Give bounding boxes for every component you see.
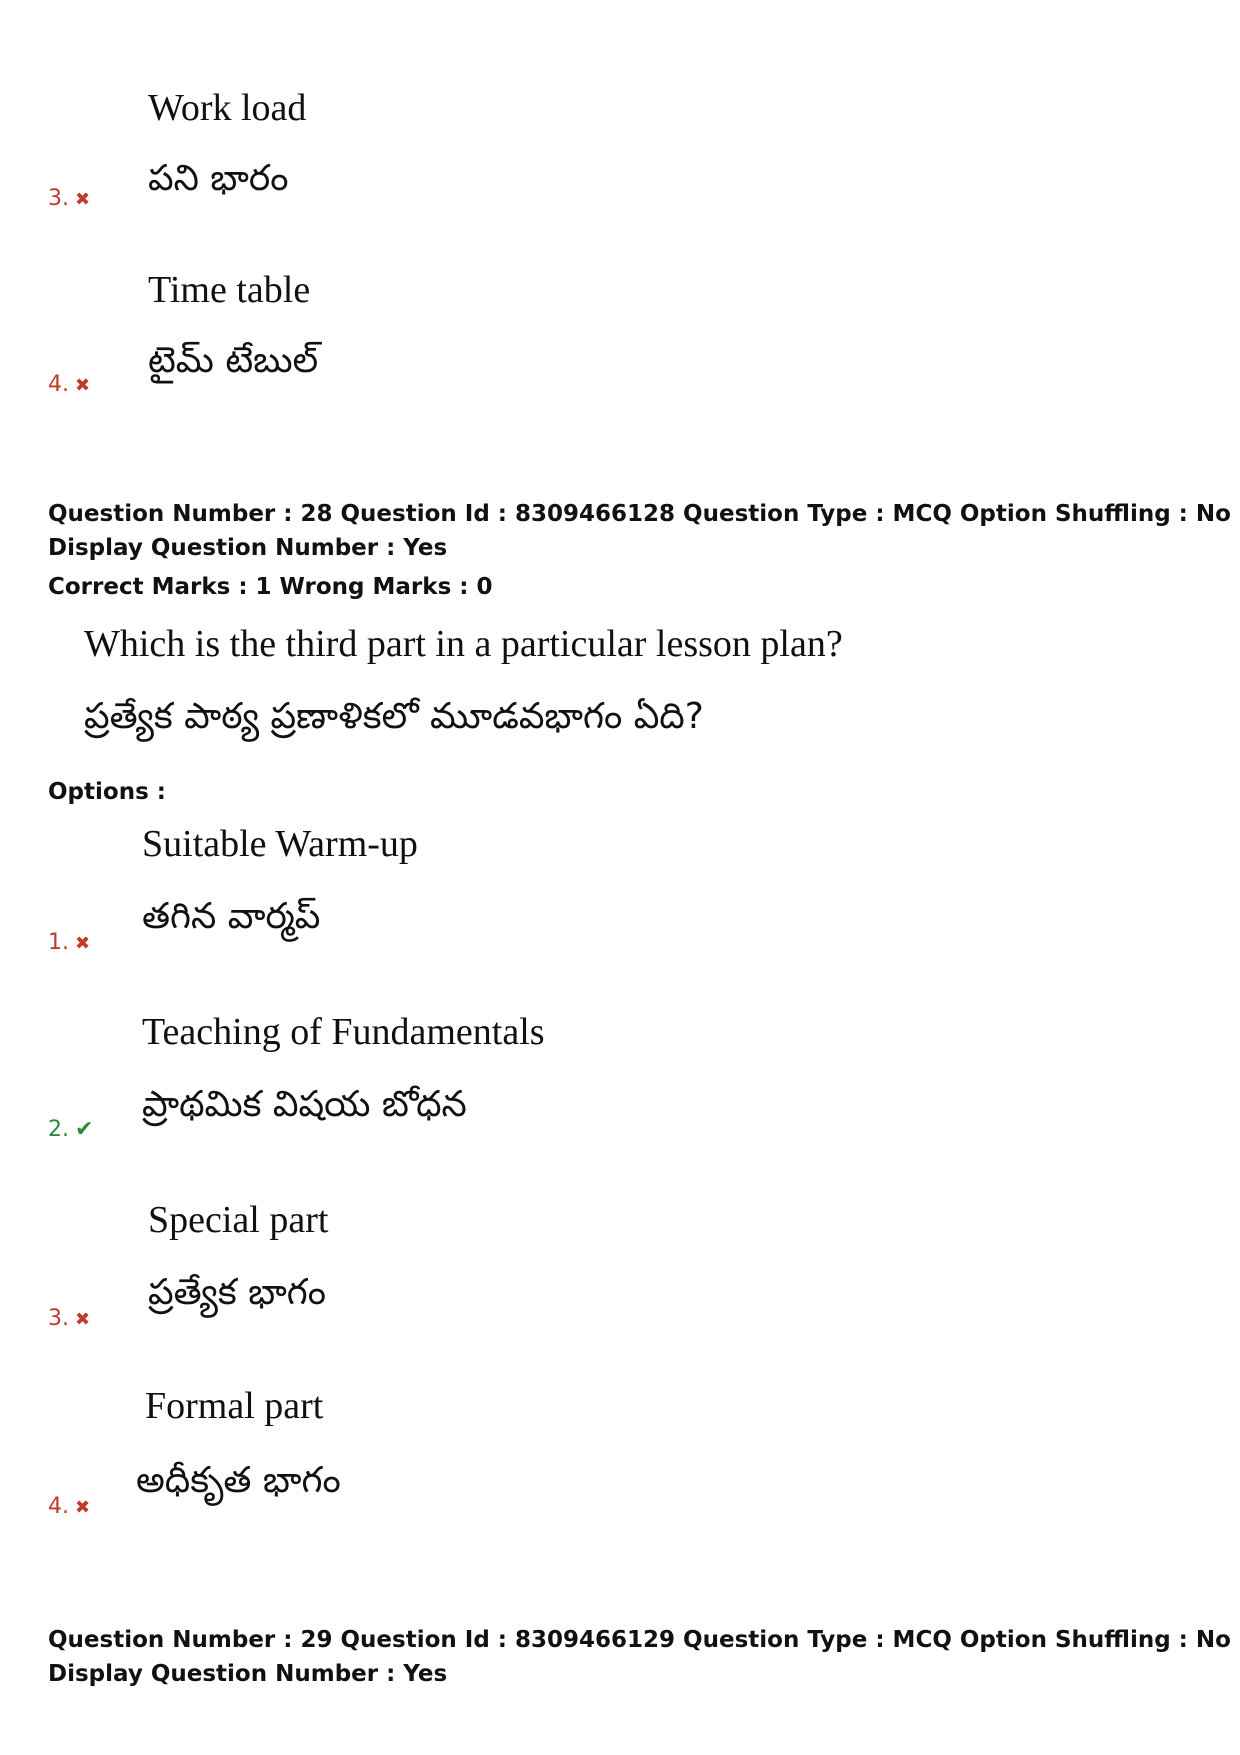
option-4-number	[48, 1494, 90, 1519]
option-4-telugu: అధీకృత భాగం	[136, 1460, 341, 1501]
option-1-number	[48, 930, 90, 955]
question-28-marks: Correct Marks : 1 Wrong Marks : 0	[48, 574, 493, 600]
option-4-english: Formal part	[145, 1385, 324, 1427]
prev-option-4-telugu: టైమ్ టేబుల్	[148, 340, 319, 381]
prev-option-3-telugu: పని భారం	[148, 158, 289, 199]
question-28-header	[48, 497, 1231, 565]
option-number: 2.	[48, 1117, 69, 1142]
option-3-number	[48, 1306, 90, 1331]
check-icon: ✔	[75, 1117, 94, 1142]
option-2-telugu: ప్రాథమిక విషయ బోధన	[142, 1084, 467, 1125]
option-number: 3.	[48, 1306, 69, 1331]
option-number: 3.	[48, 186, 69, 211]
question-28-header-line2: Display Question Number : Yes	[48, 535, 448, 561]
cross-icon: ✖	[75, 1309, 91, 1330]
option-number: 4.	[48, 1494, 69, 1519]
question-28-text-english: Which is the third part in a particular lesson plan?	[84, 623, 843, 665]
cross-icon: ✖	[75, 933, 91, 954]
question-29-header-line2: Display Question Number : Yes	[48, 1661, 448, 1687]
cross-icon: ✖	[75, 375, 91, 396]
question-28-header-line1: Question Number : 28 Question Id : 8309466128 Question Type : MCQ Option Shuffling : No	[48, 501, 1231, 527]
option-3-english: Special part	[148, 1199, 329, 1241]
option-2-number	[48, 1117, 93, 1142]
option-2-english: Teaching of Fundamentals	[142, 1011, 545, 1053]
question-28-text-telugu: ప్రత్యేక పాఠ్య ప్రణాళికలో మూడవభాగం ఏది?	[84, 696, 704, 737]
options-label: Options :	[48, 779, 166, 805]
question-29-header-line1: Question Number : 29 Question Id : 8309466129 Question Type : MCQ Option Shuffling : No	[48, 1627, 1231, 1653]
prev-option-3-english: Work load	[148, 87, 307, 129]
option-number: 1.	[48, 930, 69, 955]
cross-icon: ✖	[75, 189, 91, 210]
option-1-telugu: తగిన వార్మప్	[142, 896, 321, 937]
prev-option-4-number	[48, 372, 90, 397]
prev-option-4-english: Time table	[148, 269, 311, 311]
option-1-english: Suitable Warm-up	[142, 823, 418, 865]
option-3-telugu: ప్రత్యేక భాగం	[148, 1272, 326, 1313]
option-number: 4.	[48, 372, 69, 397]
cross-icon: ✖	[75, 1497, 91, 1518]
question-29-header	[48, 1623, 1231, 1691]
prev-option-3-number	[48, 186, 90, 211]
